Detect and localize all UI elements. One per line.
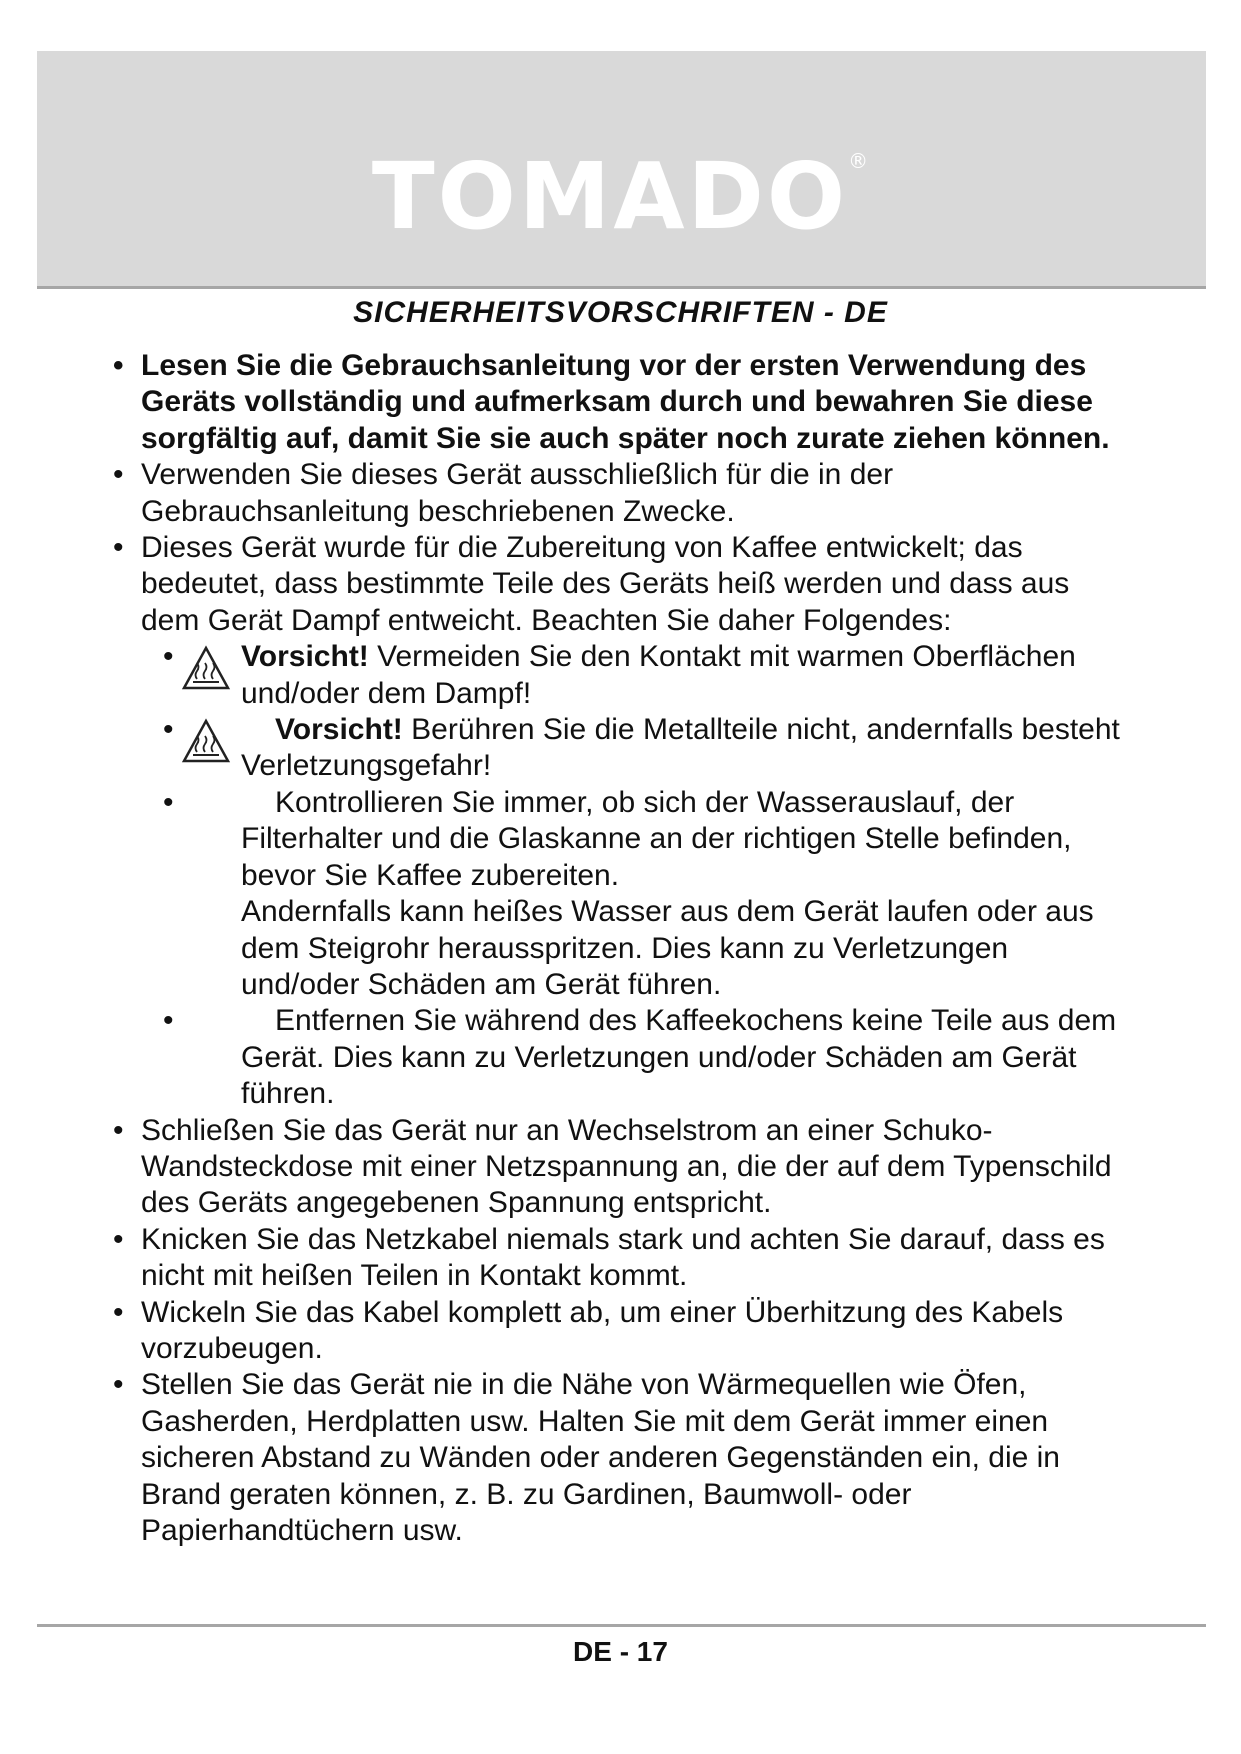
list-item-text: Stellen Sie das Gerät nie in die Nähe von Wärmequellen wie Öfen, Gasherden, Herdplatten usw. Halten Sie mit dem Gerät immer einen sicheren Abstand zu Wänden oder anderen Gegenständen ein, die in Brand geraten können, z. B. zu Gardinen, Baumwoll- oder Papierhandtüchern usw. xyxy=(141,1368,1060,1547)
list-item-text: Schließen Sie das Gerät nur an Wechselstrom an einer Schuko-Wandsteckdose mit einer Netzspannung an, die der auf dem Typenschild des Geräts angegebenen Spannung entspricht. xyxy=(141,1113,1112,1220)
list-item xyxy=(113,530,1133,639)
warning-label: Vorsicht! xyxy=(275,713,403,747)
list-item xyxy=(113,1295,1133,1368)
bullet: • xyxy=(163,713,174,747)
footer-divider xyxy=(37,1624,1206,1627)
bullet: • xyxy=(113,531,124,565)
bullet: • xyxy=(113,349,124,382)
bullet: • xyxy=(113,1295,124,1329)
list-item xyxy=(113,1367,1133,1549)
list-item-text: Verwenden Sie dieses Gerät ausschließlich für die in der Gebrauchsanleitung beschriebenen Zwecke. xyxy=(141,458,894,528)
bullet: • xyxy=(113,1222,124,1256)
sub-item-text-continued: Andernfalls kann heißes Wasser aus dem Gerät laufen oder aus dem Steigrohr herausspritzen. Dies kann zu Verletzungen und/oder Schäden am Gerät führen. xyxy=(241,895,1094,1001)
bullet: • xyxy=(163,640,174,674)
sub-item-text: Entfernen Sie während des Kaffeekochens keine Teile aus dem Gerät. Dies kann zu Verletzungen und/oder Schäden am Gerät führen. xyxy=(241,1004,1117,1111)
list-item xyxy=(113,457,1133,530)
list-item-text: Dieses Gerät wurde für die Zubereitung von Kaffee entwickelt; das bedeutet, dass bestimmte Teile des Geräts heiß werden und dass aus dem Gerät Dampf entweicht. Beachten Sie daher Folgendes: xyxy=(141,531,1070,637)
sub-list-item xyxy=(113,639,1133,712)
sub-list-item xyxy=(113,785,1133,1003)
sub-list-item xyxy=(113,712,1133,785)
page-title: SICHERHEITSVORSCHRIFTEN - DE xyxy=(353,296,888,329)
sub-item-text: Kontrollieren Sie immer, ob sich der Wasserauslauf, der Filterhalter und die Glaskanne an der richtigen Stelle befinden, bevor Sie Kaffee zubereiten. xyxy=(241,785,1072,892)
safety-instructions xyxy=(113,348,1133,1549)
list-item-text: Knicken Sie das Netzkabel niemals stark und achten Sie darauf, dass es nicht mit heißen Teilen in Kontakt kommt. xyxy=(141,1222,1105,1293)
sub-list-item xyxy=(113,1003,1133,1112)
hot-surface-warning-icon xyxy=(181,645,231,691)
page-number: DE - 17 xyxy=(573,1636,668,1667)
bullet: • xyxy=(113,458,124,492)
header-banner xyxy=(37,51,1206,289)
list-item xyxy=(113,348,1133,457)
bullet: • xyxy=(163,1004,174,1038)
registered-mark: ® xyxy=(848,149,872,173)
bullet: • xyxy=(113,1113,124,1147)
list-item xyxy=(113,1113,1133,1222)
bullet: • xyxy=(113,1368,124,1402)
warning-label: Vorsicht! xyxy=(241,640,369,674)
list-item xyxy=(113,1222,1133,1295)
sub-item-text: Berühren Sie die Metallteile nicht, andernfalls besteht Verletzungsgefahr! xyxy=(241,713,1120,783)
hot-surface-warning-icon xyxy=(181,718,231,764)
list-item-text: Lesen Sie die Gebrauchsanleitung vor der ersten Verwendung des Geräts vollständig und aufmerksam durch und bewahren Sie diese sorgfältig auf, damit Sie sie auch später noch zurate ziehen können. xyxy=(141,349,1110,455)
brand-logo: TOMADO® xyxy=(371,143,872,250)
sub-item-text: Vermeiden Sie den Kontakt mit warmen Oberflächen und/oder dem Dampf! xyxy=(241,640,1076,710)
bullet: • xyxy=(163,785,174,819)
list-item-text: Wickeln Sie das Kabel komplett ab, um einer Überhitzung des Kabels vorzubeugen. xyxy=(141,1295,1064,1365)
